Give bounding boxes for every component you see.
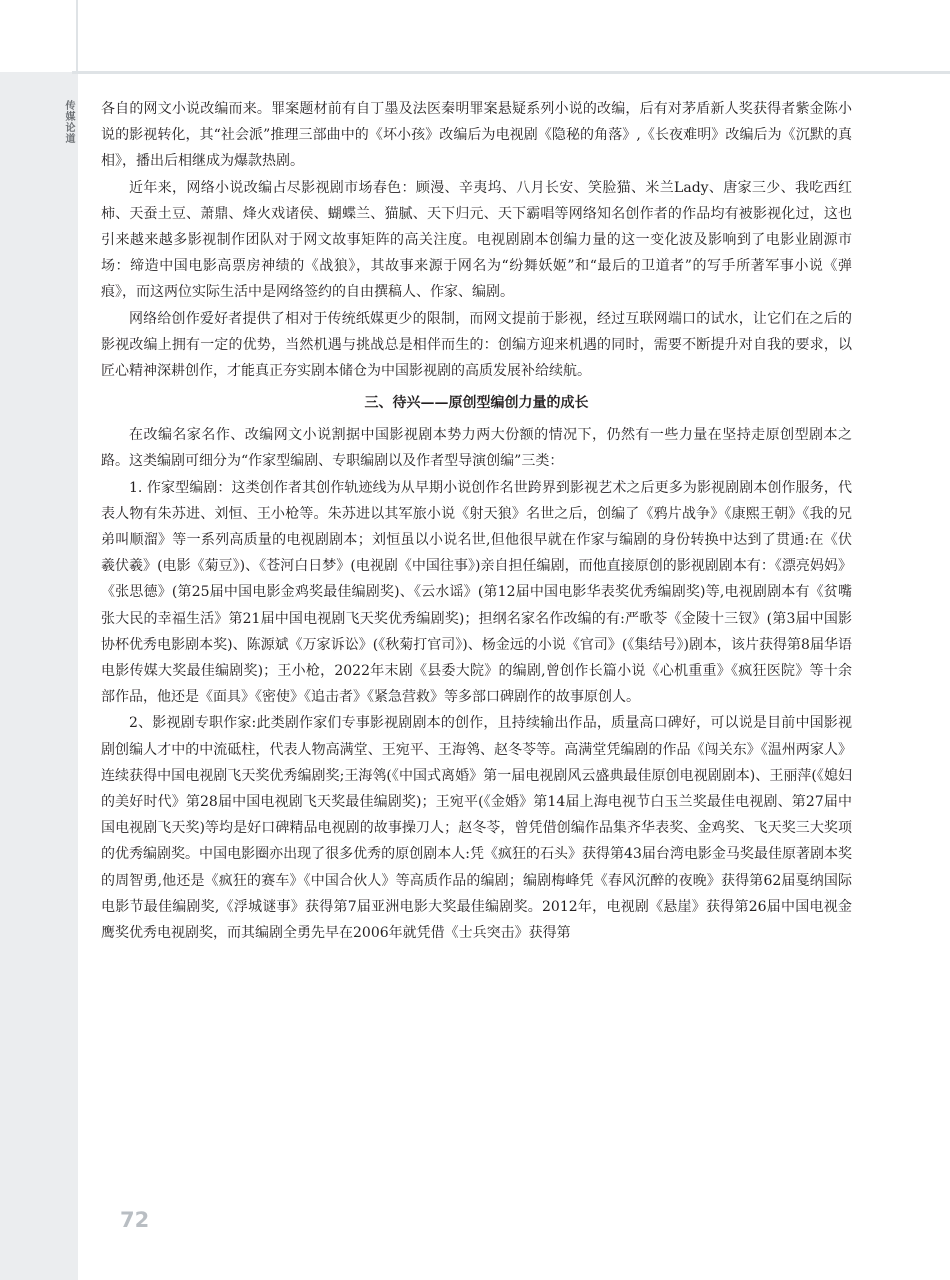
paragraph: 网络给创作爱好者提供了相对于传统纸媒更少的限制，而网文提前于影视，经过互联网端口的试水，让它们在之后的影视改编上拥有一定的优势，当然机遇与挑战总是相伴而生的：创编方迎来机遇的同时，需要不断提升对自我的要求，以匠心精神深耕创作，才能真正夯实剧本储仓为中国影视剧的高质发展补给续航。 (101, 310, 852, 380)
section-label: 传媒论道 (63, 100, 74, 144)
article-body (101, 96, 852, 946)
paragraph: 1. 作家型编剧：这类创作者其创作轨迹线为从早期小说创作名世跨界到影视艺术之后更多为影视剧剧本创作服务，代表人物有朱苏进、刘恒、王小枪等。朱苏进以其军旅小说《射天狼》名世之后，创编了《鸦片战争》《康熙王朝》《我的兄弟叫顺溜》等一系列高质量的电视剧剧本；刘恒虽以小说名世,但他很早就在作家与编剧的身份转换中达到了贯通:在《伏羲伏羲》(电影《菊豆》)、《苍河白日梦》(电视剧《中国往事》)亲自担任编剧，而他直接原创的影视剧剧本有：《漂亮妈妈》《张思德》(第25届中国电影金鸡奖最佳编剧奖)、《云水谣》(第12届中国电影华表奖优秀编剧奖)等,电视剧剧本有《贫嘴张大民的幸福生活》第21届中国电视剧飞天奖优秀编剧奖)；担纲名家名作改编的有:严歌苓《金陵十三钗》(第3届中国影协杯优秀电影剧本奖)、陈源斌《万家诉讼》(《秋菊打官司》)、杨金远的小说《官司》(《集结号》)剧本，该片获得第8届华语电影传媒大奖最佳编剧奖)；王小枪，2022年末剧《县委大院》的编剧,曾创作长篇小说《心机重重》《疯狂医院》等十余部作品，他还是《面具》《密使》《追击者》《紧急营救》等多部口碑剧作的故事原创人。 (101, 479, 852, 706)
header-vertical-rule (76, 0, 78, 74)
paragraph: 近年来，网络小说改编占尽影视剧市场春色：顾漫、辛夷坞、八月长安、笑脸猫、米兰Lady、唐家三少、我吃西红柿、天蚕土豆、萧鼎、烽火戏诸侯、蝴蝶兰、猫腻、天下归元、天下霸唱等网络知名创作者的作品均有被影视化过，这也引来越来越多影视制作团队对于网文故事矩阵的高关注度。电视剧剧本创编力量的这一变化波及影响到了电影业剧源市场：缔造中国电影高票房神绩的《战狼》，其故事来源于网名为“纷舞妖姬”和“最后的卫道者”的写手所著军事小说《弹痕》，而这两位实际生活中是网络签约的自由撰稿人、作家、编剧。 (101, 179, 852, 301)
page-number: 72 (120, 1208, 150, 1232)
header-band (0, 0, 950, 72)
paragraph-continued: 各自的网文小说改编而来。罪案题材前有自丁墨及法医秦明罪案悬疑系列小说的改编，后有对茅盾新人奖获得者紫金陈小说的影视转化，其“社会派”推理三部曲中的《坏小孩》改编后为电视剧《隐秘的角落》,《长夜难明》改编后为《沉默的真相》，播出后相继成为爆款热剧。 (101, 101, 852, 170)
header-rule (72, 71, 950, 74)
section-heading: 三、待兴——原创型编创力量的成长 (364, 395, 589, 412)
side-margin-strip (0, 0, 78, 1280)
paragraph: 在改编名家名作、改编网文小说割据中国影视剧本势力两大份额的情况下，仍然有一些力量在坚持走原创型剧本之路。这类编剧可细分为“作家型编剧、专职编剧以及作者型导演创编”三类： (101, 427, 852, 470)
paragraph: 2、影视剧专职作家:此类剧作家们专事影视剧剧本的创作，且持续输出作品，质量高口碑好，可以说是目前中国影视剧创编人才中的中流砥柱，代表人物高满堂、王宛平、王海鸰、赵冬苓等。高满堂凭编剧的作品《闯关东》《温州两家人》连续获得中国电视剧飞天奖优秀编剧奖;王海鸰(《中国式离婚》第一届电视剧风云盛典最佳原创电视剧剧本)、王丽萍(《媳妇的美好时代》第28届中国电视剧飞天奖最佳编剧奖)；王宛平(《金婚》第14届上海电视节白玉兰奖最佳电视剧、第27届中国电视剧飞天奖)等均是好口碑精品电视剧的故事操刀人；赵冬苓，曾凭借创编作品集齐华表奖、金鸡奖、飞天奖三大奖项的优秀编剧奖。中国电影圈亦出现了很多优秀的原创剧本人:凭《疯狂的石头》获得第43届台湾电影金马奖最佳原著剧本奖的周智勇,他还是《疯狂的赛车》《中国合伙人》等高质作品的编剧；编剧梅峰凭《春风沉醉的夜晚》获得第62届戛纳国际电影节最佳编剧奖,《浮城谜事》获得第7届亚洲电影大奖最佳编剧奖。2012年，电视剧《悬崖》获得第26届中国电视金鹰奖优秀电视剧奖，而其编剧全勇先早在2006年就凭借《士兵突击》获得第 (101, 715, 852, 942)
